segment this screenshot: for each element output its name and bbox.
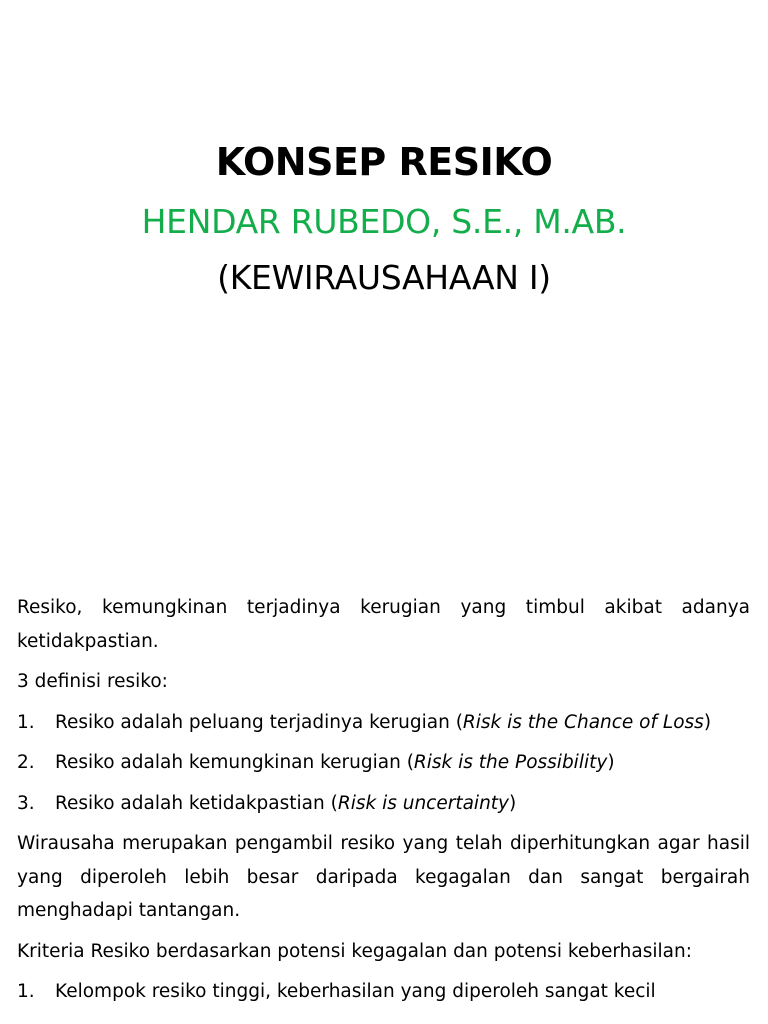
definition-close: ) [509,792,517,814]
list-number: 1. [17,981,35,1002]
criteria-text: Kelompok resiko tinggi, keberhasilan yang diperoleh sangat kecil [55,981,656,1002]
definition-text: Resiko adalah kemungkinan kerugian ( [55,752,414,773]
criteria-label: Kriteria Resiko berdasarkan potensi kegagalan dan potensi keberhasilan: [17,940,692,962]
definition-item [17,746,750,780]
body-content [17,591,750,1016]
title-block [0,136,768,300]
author-name: HENDAR RUBEDO, S.E., M.AB. [141,202,627,241]
list-number: 3. [17,792,35,814]
definition-paragraph: Resiko, kemungkinan terjadinya kerugian yang timbul akibat adanya ketidakpastian. [17,597,750,652]
definitions-label: 3 definisi resiko: [17,671,168,692]
list-number: 2. [17,752,35,773]
definition-gloss: Risk is the Possibility [413,752,608,773]
definition-text: Resiko adalah peluang terjadinya kerugian ( [55,711,463,733]
list-number: 1. [17,711,35,733]
definition-close: ) [607,752,615,773]
criteria-item [17,975,750,1009]
entrepreneur-paragraph: Wirausaha merupakan pengambil resiko yang telah diperhitungkan agar hasil yang diperoleh lebih besar daripada kegagalan dan sangat bergairah menghadapi tantangan. [17,833,750,921]
definition-text: Resiko adalah ketidakpastian ( [55,792,338,814]
definitions-list [17,706,750,821]
definition-gloss: Risk is uncertainty [337,792,509,814]
course-name: (KEWIRAUSAHAAN I) [217,258,551,297]
definition-close: ) [703,711,712,733]
definition-gloss: Risk is the Chance of Loss [462,711,704,733]
definition-item [17,787,750,821]
definition-item [17,706,750,740]
page-title: KONSEP RESIKO [215,140,553,184]
criteria-list [17,975,750,1009]
